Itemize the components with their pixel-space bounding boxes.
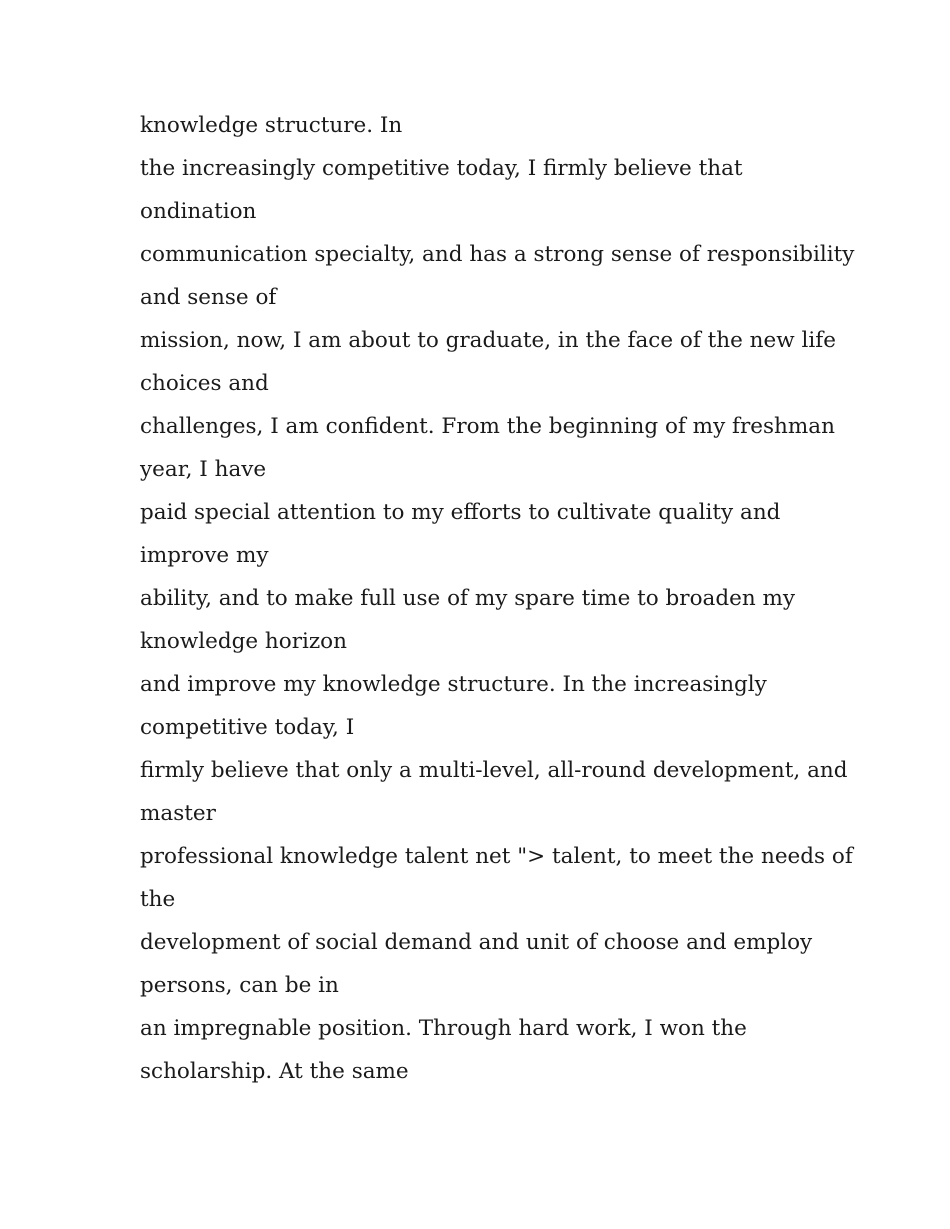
- text-line: an impregnable position. Through hard work, I won the: [140, 1016, 747, 1041]
- text-line: paid special attention to my efforts to cultivate quality and: [140, 500, 781, 525]
- text-line: persons, can be in: [140, 973, 339, 998]
- text-line: scholarship. At the same: [140, 1059, 409, 1084]
- text-line: professional knowledge talent net "> talent, to meet the needs of: [140, 844, 853, 869]
- text-line: competitive today, I: [140, 715, 355, 740]
- text-line: firmly believe that only a multi-level, all-round development, and: [140, 758, 848, 783]
- text-line: year, I have: [140, 457, 267, 482]
- text-line: improve my: [140, 543, 269, 568]
- text-line: ondination: [140, 199, 257, 224]
- text-line: master: [140, 801, 216, 826]
- text-line: the increasingly competitive today, I firmly believe that: [140, 156, 743, 181]
- document-page: [140, 104, 855, 1093]
- text-line: knowledge horizon: [140, 629, 347, 654]
- text-line: challenges, I am confident. From the beginning of my freshman: [140, 414, 835, 439]
- text-line: communication specialty, and has a strong sense of responsibility: [140, 242, 855, 267]
- text-line: and improve my knowledge structure. In the increasingly: [140, 672, 767, 697]
- text-line: the: [140, 887, 176, 912]
- text-line: mission, now, I am about to graduate, in the face of the new life: [140, 328, 836, 353]
- text-line: ability, and to make full use of my spare time to broaden my: [140, 586, 796, 611]
- text-line: knowledge structure. In: [140, 113, 403, 138]
- text-line: and sense of: [140, 285, 277, 310]
- text-line: choices and: [140, 371, 269, 396]
- text-line: development of social demand and unit of choose and employ: [140, 930, 813, 955]
